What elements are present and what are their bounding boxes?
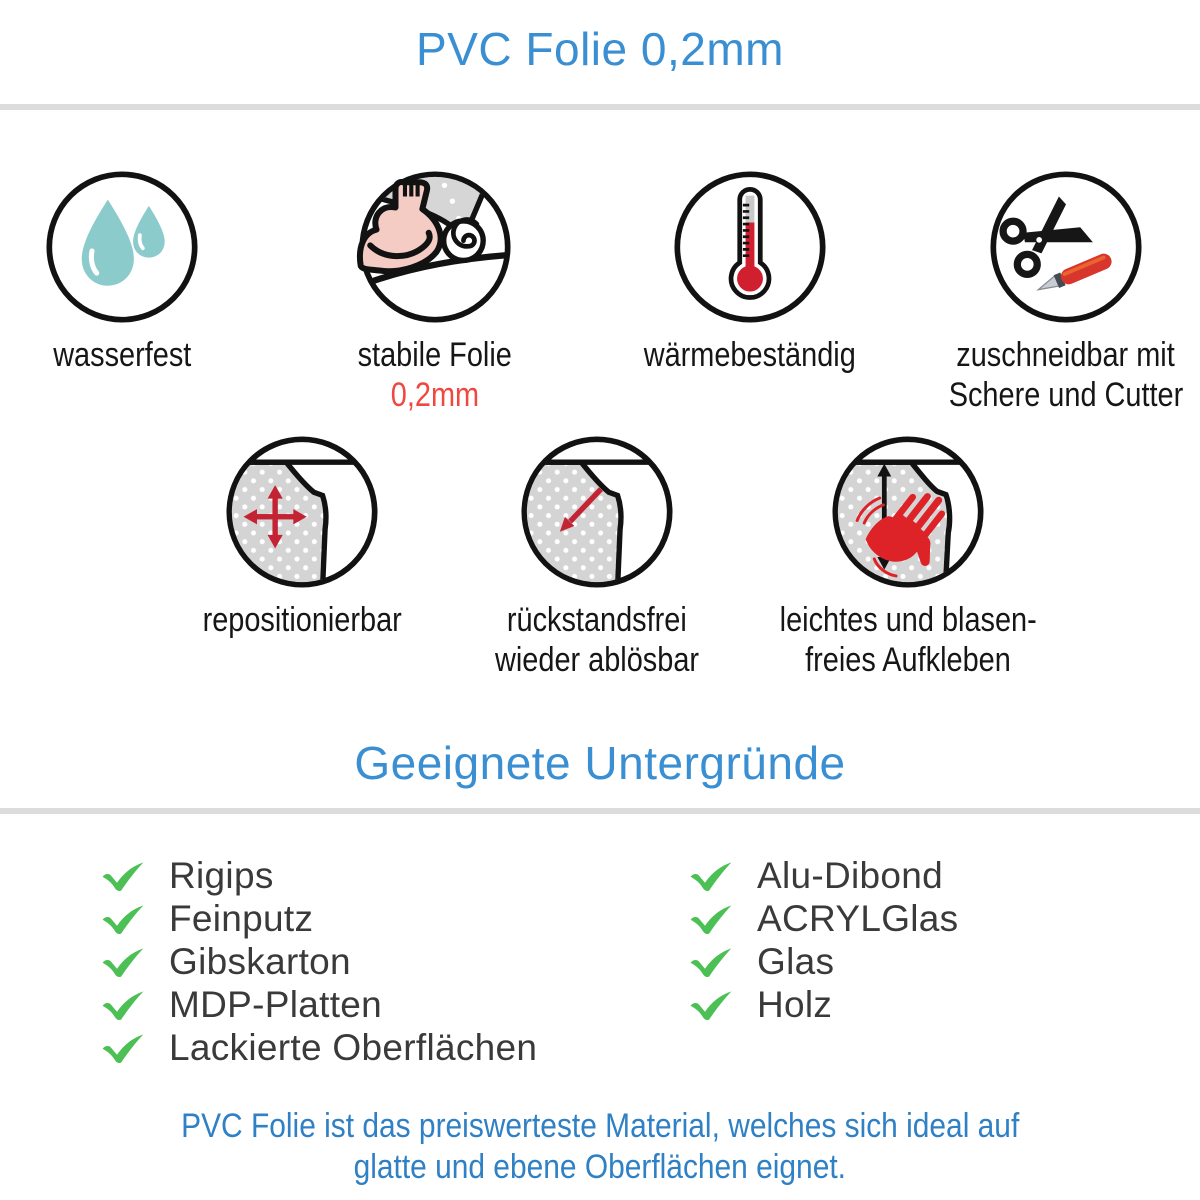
reposition-foil-icon — [223, 433, 381, 591]
substrate-label: Lackierte Oberflächen — [169, 1026, 538, 1068]
check-icon — [100, 903, 146, 935]
check-icon — [688, 860, 734, 892]
list-item — [688, 854, 959, 897]
feature-bubble-free — [748, 433, 1068, 680]
substrate-label: Glas — [757, 940, 835, 982]
feature-label: wasserfest — [52, 336, 192, 374]
list-item — [100, 983, 537, 1026]
peel-off-foil-icon — [518, 433, 676, 591]
thermometer-icon — [671, 168, 829, 326]
substrate-label: Holz — [757, 983, 833, 1025]
feature-cuttable — [906, 168, 1200, 415]
feature-label: leichtes und blasen- freies Aufkleben — [779, 601, 1037, 679]
list-item — [100, 897, 537, 940]
footer-note: PVC Folie ist das preiswerteste Material, welches sich ideal auf glatte und ebene Oberflächen eignet. — [180, 1107, 1020, 1186]
feature-stable-foil — [275, 168, 595, 415]
thickness-value: 0,2mm — [390, 376, 480, 414]
check-icon — [100, 989, 146, 1021]
substrate-label: Gibskarton — [169, 940, 351, 982]
hand-smoothing-foil-icon — [829, 433, 987, 591]
substrate-label: ACRYLGlas — [757, 897, 959, 939]
feature-heat-resistant — [590, 168, 910, 375]
check-icon — [688, 903, 734, 935]
list-item — [688, 940, 959, 983]
feature-label: stabile Folie 0,2mm — [357, 336, 513, 414]
water-drops-icon — [43, 168, 201, 326]
substrate-list-right — [688, 854, 959, 1026]
check-icon — [100, 860, 146, 892]
scissors-cutter-icon — [987, 168, 1145, 326]
list-item — [688, 897, 959, 940]
list-item — [100, 854, 537, 897]
substrate-list-left — [100, 854, 537, 1069]
substrate-label: Alu-Dibond — [757, 854, 944, 896]
page-title: PVC Folie 0,2mm — [416, 23, 784, 75]
feature-label: repositionierbar — [202, 601, 402, 639]
feature-repositionable — [142, 433, 462, 640]
check-icon — [688, 989, 734, 1021]
feature-label: zuschneidbar mit Schere und Cutter — [948, 336, 1184, 414]
substrate-label: Feinputz — [169, 897, 314, 939]
substrate-label: MDP-Platten — [169, 983, 383, 1025]
check-icon — [100, 946, 146, 978]
section-title-substrates: Geeignete Untergründe — [354, 737, 846, 789]
flexed-arm-foil-roll-icon — [356, 168, 514, 326]
feature-waterproof — [0, 168, 282, 375]
list-item — [100, 1026, 537, 1069]
feature-label: rückstandsfrei wieder ablösbar — [494, 601, 700, 679]
feature-residue-free — [437, 433, 757, 680]
feature-label: wärmebeständig — [643, 336, 857, 374]
list-item — [688, 983, 959, 1026]
divider-substrates — [0, 808, 1200, 814]
substrate-label: Rigips — [169, 854, 274, 896]
check-icon — [100, 1032, 146, 1064]
list-item — [100, 940, 537, 983]
divider-top — [0, 104, 1200, 110]
check-icon — [688, 946, 734, 978]
